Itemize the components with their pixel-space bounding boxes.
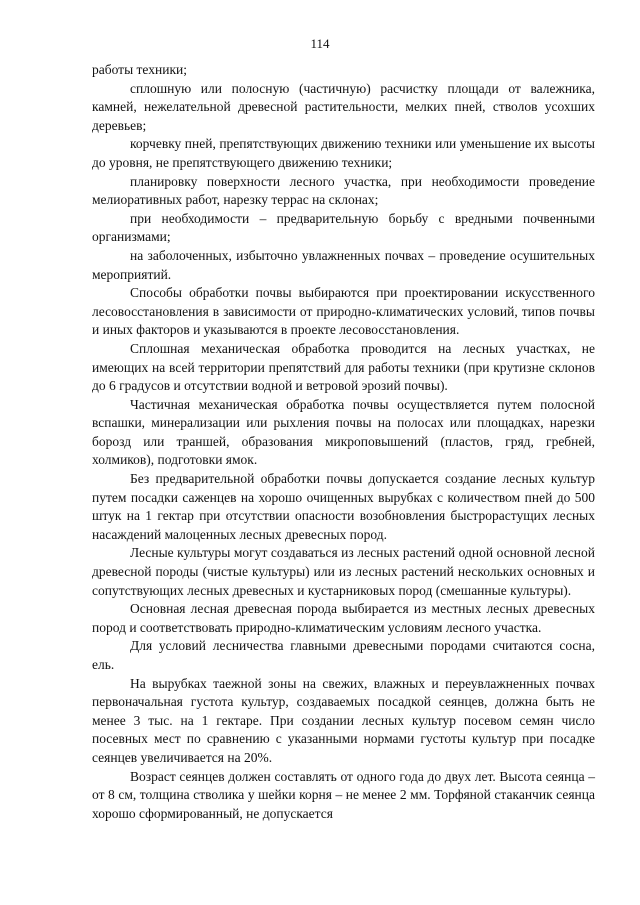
paragraph: Способы обработки почвы выбираются при проектировании искусственного лесовосстановления в зависимости от природно-климатических условий, типов почвы и иных факторов и указываются в проекте лесовосстановления. [92,285,595,338]
paragraph: Возраст сеянцев должен составлять от одного года до двух лет. Высота сеянца – от 8 см, толщина стволика у шейки корня – не менее 2 мм. Торфяной стаканчик сеянца хорошо сформированный, не допускается [92,768,595,821]
paragraph: Основная лесная древесная порода выбирается из местных лесных древесных пород и соответствовать природно-климатическим условиям лесного участка. [92,601,595,635]
document-body [92,61,595,823]
paragraph: планировку поверхности лесного участка, при необходимости проведение мелиоративных работ, нарезку террас на склонах; [92,173,595,208]
page-number: 114 [310,36,330,51]
paragraph: Сплошная механическая обработка проводится на лесных участках, не имеющих на всей территории препятствий для работы техники (при крутизне склонов до 6 градусов и отсутствии водной и ветровой эрозий почвы). [92,340,595,394]
paragraph: при необходимости – предварительную борьбу с вредными почвенными организмами; [92,210,595,245]
paragraph: Без предварительной обработки почвы допускается создание лесных культур путем посадки саженцев на хорошо очищенных вырубках с количеством пней до 500 штук на 1 гектар при отсутствии опасности возобновления быстрорастущих лесных насаждений малоценных лесных древесных пород. [92,471,595,542]
paragraph: На вырубках таежной зоны на свежих, влажных и переувлажненных почвах первоначальная густота культур, создаваемых посадкой сеянцев, должна быть не менее 3 тыс. на 1 гектаре. При создании лесных культур посевом семян число посевных мест по сравнению с указанными нормами густоты культур при посадке сеянцев увеличивается на 20%. [92,675,595,765]
paragraph: Частичная механическая обработка почвы осуществляется путем полосной вспашки, минерализации или рыхления почвы на полосах или площадках, нарезки борозд или траншей, образования микроповышений (пластов, гряд, гребней, холмиков), подготовки ямок. [92,396,595,468]
paragraph: на заболоченных, избыточно увлажненных почвах – проведение осушительных мероприятий. [92,247,595,282]
paragraph: Лесные культуры могут создаваться из лесных растений одной основной лесной древесной породы (чистые культуры) или из лесных растений нескольких основных и сопутствующих лесных древесных и кустарниковых пород (смешанные культуры). [92,545,595,598]
paragraph: корчевку пней, препятствующих движению техники или уменьшение их высоты до уровня, не препятствующего движению техники; [92,136,595,170]
paragraph: Для условий лесничества главными древесными породами считаются сосна, ель. [92,638,595,672]
paragraph: сплошную или полосную (частичную) расчистку площади от валежника, камней, нежелательной древесной растительности, мелких пней, стволов усохших деревьев; [92,80,595,133]
paragraph: работы техники; [92,62,187,77]
